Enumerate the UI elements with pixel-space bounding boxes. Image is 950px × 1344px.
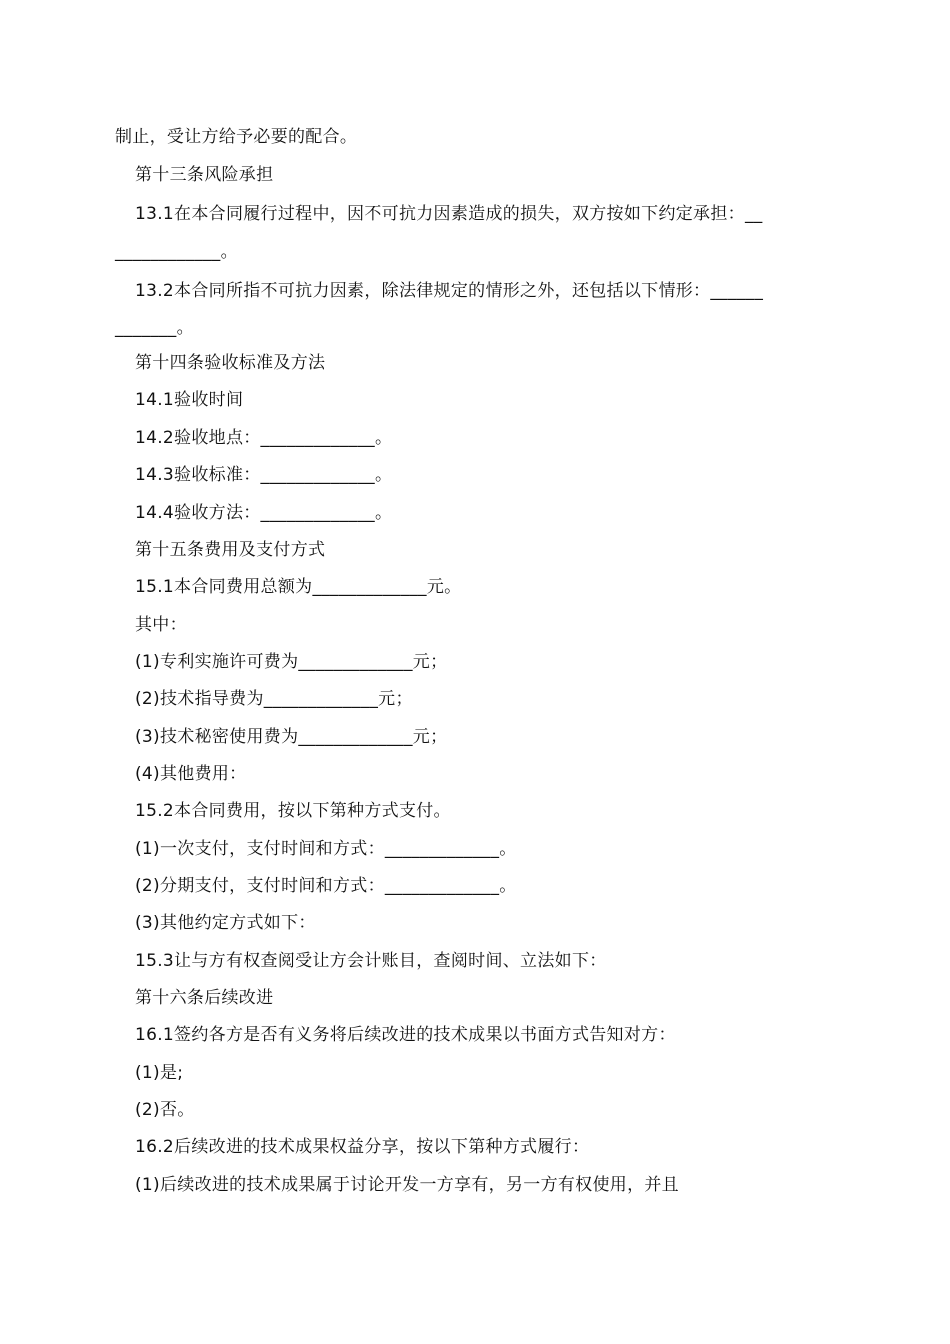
text-line-continuation: 制止，受让方给予必要的配合。	[115, 127, 358, 147]
clause-13-2-continued: _______。	[115, 318, 194, 338]
clause-13-1: 13.1在本合同履行过程中，因不可抗力因素造成的损失，双方按如下约定承担：__	[135, 204, 763, 224]
heading-article-13: 第十三条风险承担	[135, 165, 274, 185]
clause-16-1-item-2: (2)否。	[135, 1100, 195, 1120]
clause-15-1: 15.1本合同费用总额为_____________元。	[135, 577, 462, 597]
clause-13-1-continued: ____________。	[115, 242, 238, 262]
heading-article-15: 第十五条费用及支付方式	[135, 540, 326, 560]
clause-13-2: 13.2本合同所指不可抗力因素，除法律规定的情形之外，还包括以下情形：______	[135, 281, 764, 301]
clause-15-2-item-3: (3)其他约定方式如下：	[135, 913, 316, 933]
clause-16-2: 16.2后续改进的技术成果权益分享，按以下第种方式履行：	[135, 1137, 590, 1157]
clause-15-2: 15.2本合同费用，按以下第种方式支付。	[135, 801, 451, 821]
clause-16-1-item-1: (1)是;	[135, 1063, 184, 1083]
clause-15-1-item-1: (1)专利实施许可费为_____________元；	[135, 652, 448, 672]
clause-15-1-item-3: (3)技术秘密使用费为_____________元；	[135, 727, 448, 747]
heading-article-14: 第十四条验收标准及方法	[135, 353, 326, 373]
clause-15-2-item-1: (1)一次支付，支付时间和方式：_____________。	[135, 839, 517, 859]
clause-14-3: 14.3验收标准：_____________。	[135, 465, 393, 485]
clause-15-1-item-4: (4)其他费用：	[135, 764, 247, 784]
heading-article-16: 第十六条后续改进	[135, 988, 274, 1008]
clause-15-1-intro: 其中：	[135, 615, 187, 635]
clause-15-3: 15.3让与方有权查阅受让方会计账目，查阅时间、立法如下：	[135, 951, 607, 971]
clause-15-2-item-2: (2)分期支付，支付时间和方式：_____________。	[135, 876, 517, 896]
clause-16-1: 16.1签约各方是否有义务将后续改进的技术成果以书面方式告知对方：	[135, 1025, 676, 1045]
clause-14-2: 14.2验收地点：_____________。	[135, 428, 393, 448]
clause-16-2-item-1: (1)后续改进的技术成果属于讨论开发一方享有，另一方有权使用，并且	[135, 1175, 679, 1195]
clause-14-1: 14.1验收时间	[135, 390, 244, 410]
clause-14-4: 14.4验收方法：_____________。	[135, 503, 393, 523]
clause-15-1-item-2: (2)技术指导费为_____________元；	[135, 689, 413, 709]
